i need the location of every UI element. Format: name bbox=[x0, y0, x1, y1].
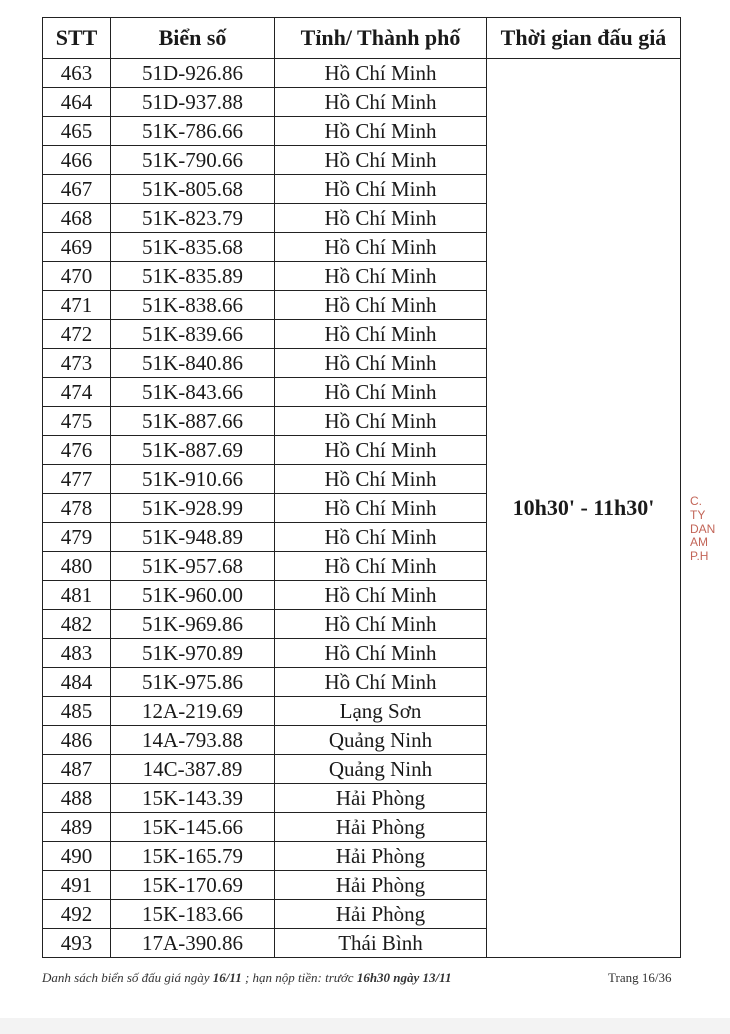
row-stt: 486 bbox=[43, 726, 111, 755]
row-plate: 15K-145.66 bbox=[111, 813, 275, 842]
row-province: Hồ Chí Minh bbox=[275, 204, 487, 233]
row-stt: 478 bbox=[43, 494, 111, 523]
row-province: Hồ Chí Minh bbox=[275, 523, 487, 552]
row-plate: 51K-957.68 bbox=[111, 552, 275, 581]
row-plate: 51D-937.88 bbox=[111, 88, 275, 117]
footer-note-middle: ; hạn nộp tiền: trước bbox=[244, 970, 354, 985]
row-plate: 15K-143.39 bbox=[111, 784, 275, 813]
row-stt: 477 bbox=[43, 465, 111, 494]
row-stt: 481 bbox=[43, 581, 111, 610]
row-plate: 14A-793.88 bbox=[111, 726, 275, 755]
row-province: Lạng Sơn bbox=[275, 697, 487, 726]
row-province: Hồ Chí Minh bbox=[275, 494, 487, 523]
row-plate: 51K-790.66 bbox=[111, 146, 275, 175]
row-plate: 51K-838.66 bbox=[111, 291, 275, 320]
row-province: Hồ Chí Minh bbox=[275, 349, 487, 378]
stamp-line: C. bbox=[690, 495, 702, 508]
row-stt: 465 bbox=[43, 117, 111, 146]
row-stt: 472 bbox=[43, 320, 111, 349]
page-bottom-band bbox=[0, 1018, 730, 1034]
row-plate: 51K-823.79 bbox=[111, 204, 275, 233]
row-stt: 482 bbox=[43, 610, 111, 639]
row-stt: 491 bbox=[43, 871, 111, 900]
header-auction-time: Thời gian đấu giá bbox=[487, 18, 681, 59]
row-plate: 51K-805.68 bbox=[111, 175, 275, 204]
row-province: Hồ Chí Minh bbox=[275, 378, 487, 407]
row-province: Hải Phòng bbox=[275, 842, 487, 871]
row-province: Hồ Chí Minh bbox=[275, 552, 487, 581]
stamp-line: DAN bbox=[690, 521, 716, 536]
header-plate: Biển số bbox=[111, 18, 275, 59]
row-stt: 489 bbox=[43, 813, 111, 842]
row-province: Hồ Chí Minh bbox=[275, 639, 487, 668]
row-plate: 51D-926.86 bbox=[111, 59, 275, 88]
row-stt: 476 bbox=[43, 436, 111, 465]
row-province: Hồ Chí Minh bbox=[275, 175, 487, 204]
auction-time-cell: 10h30' - 11h30' bbox=[487, 59, 681, 958]
header-row bbox=[43, 18, 681, 59]
row-province: Hải Phòng bbox=[275, 900, 487, 929]
stamp-line: TY bbox=[690, 507, 706, 522]
row-province: Hải Phòng bbox=[275, 784, 487, 813]
header-province: Tỉnh/ Thành phố bbox=[275, 18, 487, 59]
row-stt: 490 bbox=[43, 842, 111, 871]
row-province: Hồ Chí Minh bbox=[275, 407, 487, 436]
row-province: Hồ Chí Minh bbox=[275, 465, 487, 494]
row-province: Hồ Chí Minh bbox=[275, 233, 487, 262]
header-stt: STT bbox=[43, 18, 111, 59]
row-province: Hồ Chí Minh bbox=[275, 668, 487, 697]
row-plate: 17A-390.86 bbox=[111, 929, 275, 958]
row-plate: 51K-839.66 bbox=[111, 320, 275, 349]
row-stt: 474 bbox=[43, 378, 111, 407]
row-province: Quảng Ninh bbox=[275, 755, 487, 784]
official-stamp bbox=[690, 495, 730, 635]
stamp-line: AM bbox=[690, 535, 708, 550]
row-stt: 488 bbox=[43, 784, 111, 813]
row-stt: 463 bbox=[43, 59, 111, 88]
footer-note-prefix: Danh sách biển số đấu giá ngày bbox=[42, 970, 210, 985]
row-stt: 479 bbox=[43, 523, 111, 552]
row-stt: 480 bbox=[43, 552, 111, 581]
row-plate: 51K-910.66 bbox=[111, 465, 275, 494]
row-province: Hồ Chí Minh bbox=[275, 262, 487, 291]
row-plate: 51K-887.66 bbox=[111, 407, 275, 436]
table-row bbox=[43, 59, 681, 88]
row-stt: 470 bbox=[43, 262, 111, 291]
row-plate: 51K-835.68 bbox=[111, 233, 275, 262]
footer-note bbox=[42, 970, 451, 986]
row-province: Hồ Chí Minh bbox=[275, 436, 487, 465]
row-stt: 466 bbox=[43, 146, 111, 175]
row-plate: 51K-975.86 bbox=[111, 668, 275, 697]
row-stt: 469 bbox=[43, 233, 111, 262]
table-body bbox=[43, 59, 681, 958]
row-plate: 51K-843.66 bbox=[111, 378, 275, 407]
row-plate: 51K-928.99 bbox=[111, 494, 275, 523]
stamp-line: P.H bbox=[690, 549, 709, 564]
row-plate: 51K-948.89 bbox=[111, 523, 275, 552]
row-province: Hồ Chí Minh bbox=[275, 88, 487, 117]
row-stt: 473 bbox=[43, 349, 111, 378]
row-plate: 51K-970.89 bbox=[111, 639, 275, 668]
row-plate: 51K-960.00 bbox=[111, 581, 275, 610]
row-stt: 487 bbox=[43, 755, 111, 784]
page-number: Trang 16/36 bbox=[608, 970, 672, 985]
row-province: Thái Bình bbox=[275, 929, 487, 958]
row-plate: 51K-887.69 bbox=[111, 436, 275, 465]
row-stt: 492 bbox=[43, 900, 111, 929]
row-province: Hồ Chí Minh bbox=[275, 146, 487, 175]
row-stt: 484 bbox=[43, 668, 111, 697]
row-province: Quảng Ninh bbox=[275, 726, 487, 755]
footer-deadline: 16h30 ngày 13/11 bbox=[356, 970, 452, 985]
row-province: Hồ Chí Minh bbox=[275, 291, 487, 320]
row-province: Hải Phòng bbox=[275, 871, 487, 900]
row-province: Hồ Chí Minh bbox=[275, 117, 487, 146]
row-plate: 14C-387.89 bbox=[111, 755, 275, 784]
row-plate: 51K-786.66 bbox=[111, 117, 275, 146]
row-stt: 471 bbox=[43, 291, 111, 320]
row-province: Hồ Chí Minh bbox=[275, 320, 487, 349]
row-stt: 468 bbox=[43, 204, 111, 233]
row-plate: 51K-840.86 bbox=[111, 349, 275, 378]
row-province: Hải Phòng bbox=[275, 813, 487, 842]
row-stt: 485 bbox=[43, 697, 111, 726]
row-province: Hồ Chí Minh bbox=[275, 59, 487, 88]
row-stt: 493 bbox=[43, 929, 111, 958]
row-plate: 51K-835.89 bbox=[111, 262, 275, 291]
row-plate: 15K-183.66 bbox=[111, 900, 275, 929]
row-plate: 15K-170.69 bbox=[111, 871, 275, 900]
row-plate: 51K-969.86 bbox=[111, 610, 275, 639]
footer-auction-date: 16/11 bbox=[212, 970, 242, 985]
row-province: Hồ Chí Minh bbox=[275, 581, 487, 610]
row-plate: 12A-219.69 bbox=[111, 697, 275, 726]
auction-table bbox=[42, 17, 681, 958]
row-stt: 475 bbox=[43, 407, 111, 436]
row-province: Hồ Chí Minh bbox=[275, 610, 487, 639]
row-stt: 467 bbox=[43, 175, 111, 204]
row-stt: 483 bbox=[43, 639, 111, 668]
row-plate: 15K-165.79 bbox=[111, 842, 275, 871]
row-stt: 464 bbox=[43, 88, 111, 117]
